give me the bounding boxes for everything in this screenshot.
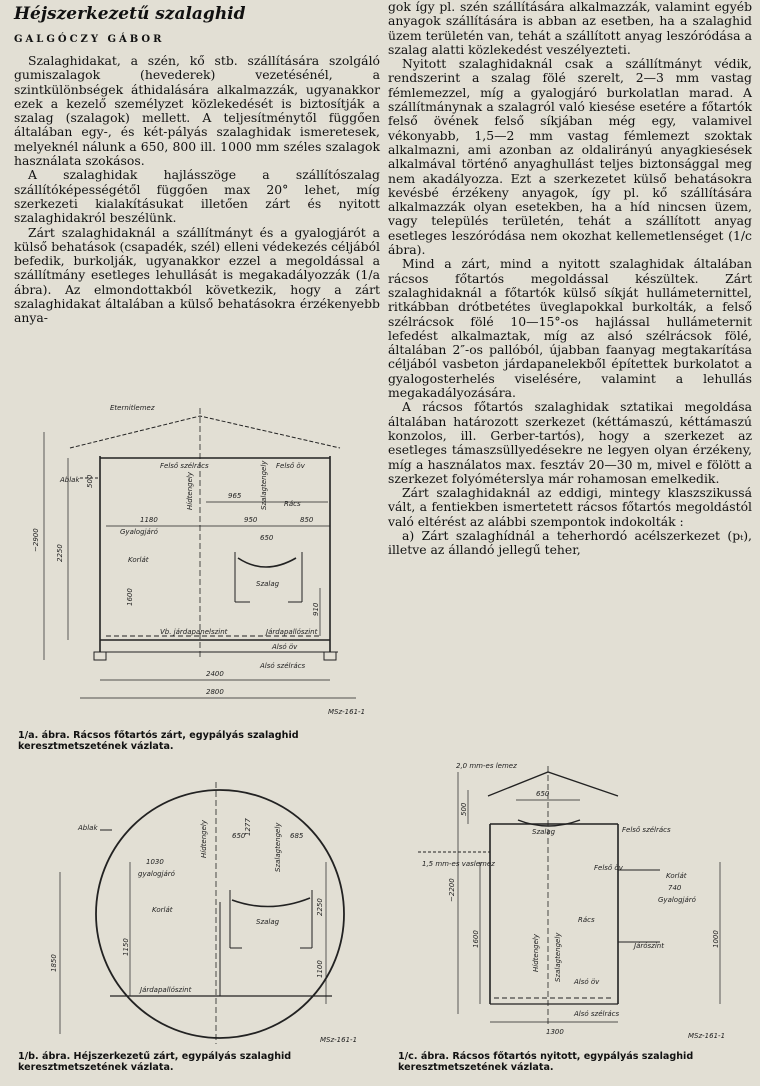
dimension: 910: [312, 602, 320, 616]
paragraph: Zárt szalaghidaknál az eddigi, mintegy klaszszikussá vált, a fentiekben ismertetett rácsos főtartós megoldástól való eltérést az alábbi szempontok indokolták :: [388, 485, 752, 529]
dimension: ~2200: [448, 878, 456, 902]
article-title: Héjszerkezetű szalaghid: [14, 4, 246, 24]
left-column: [14, 54, 380, 326]
label: Felső öv: [594, 864, 623, 872]
figure-1c-drawing: [398, 752, 754, 1046]
dimension: 500: [460, 802, 468, 816]
label: Ablak: [78, 824, 98, 832]
label: Felső öv: [276, 462, 305, 470]
stamp: MSz-161-1: [688, 1032, 726, 1040]
dimension: 740: [668, 884, 682, 892]
label: Rács: [578, 916, 595, 924]
label: Korlát: [128, 556, 149, 564]
stamp: MSz-161-1: [320, 1036, 358, 1044]
dimension: 2800: [206, 688, 224, 696]
label: Vb. járdapanelszint: [160, 628, 228, 636]
label: Hídtengely: [532, 934, 540, 972]
dimension: 1850: [50, 954, 58, 972]
article-author: GALGÓCZY GÁBOR: [14, 34, 165, 45]
label: 2,0 mm-es lemez: [456, 762, 517, 770]
label: Szalagtengely: [260, 460, 268, 510]
figure-1a-drawing: [10, 402, 380, 720]
label: Felső szélrács: [160, 462, 209, 470]
label: Eternitlemez: [110, 404, 155, 412]
label: Rács: [284, 500, 301, 508]
paragraph: A szalaghidak hajlásszöge a szállítószalag szállítóképességétől függően max 20° lehet, míg szerkezeti kialakításukat illetően zárt és nyitott szalaghidakról beszélünk.: [14, 167, 380, 226]
dimension: 1180: [140, 516, 158, 524]
dimension: 685: [290, 832, 304, 840]
paragraph: Szalaghidakat, a szén, kő stb. szállítására szolgáló gumiszalagok (hevederek) vezetésénél, a szintkülönbségek áthidalására alkalmazzák, ugyanakkor ezek a kezelő személyzet közlekedését is biztosítják a szalag (szalagok) mellett. A teljesítménytől függően általában egy-, és két-pályás szalaghidak ismeretesek, melyeknél nálunk a 650, 800 ill. 1000 mm széles szalagok használata szokásos.: [14, 53, 380, 169]
paragraph: Nyitott szalaghidaknál csak a szállítmányt védik, rendszerint a szalag fölé szerelt, 2—3 mm vastag fémlemezzel, míg a gyalogjáró burkolatlan marad. A szállítmánynak a szalagról való kiesése esetére a főtartók felső övének felső síkjában még egy, valamivel vékonyabb, 1,5—2 mm vastag fémlemezt szoktak alkalmazni, ami azonban az oldalirányú anyagkiesések alkalmával történő anyaghullást teljes biztonsággal meg nem akadályozza. Ezt a szerkezetet külső behatásokra kevésbé érzékeny anyagok, így pl. kő szállítására alkalmazzák olyan esetekben, ha a híd nincsen üzem, vagy település területén, tehát a szállított anyag esetleges leszóródása nem okozhat kellemetlenséget (1/c ábra).: [388, 56, 752, 258]
dimension: 1600: [126, 588, 134, 606]
paragraph: A rácsos főtartós szalaghidak sztatikai megoldása általában határozott szerkezet (kéttámaszú, kéttámaszú konzolos, ill. Gerber-tartós), hogy a szerkezet az esetleges támaszsüllyedésekre ne legyen olyan érzékeny, míg a használatos max. fesztáv 20—30 m, mivel e fölött a szerkezet folyóméterslya már rohamosan emelkedik.: [388, 399, 752, 486]
label: Alsó szélrács: [574, 1010, 620, 1018]
dimension: 2400: [206, 670, 224, 678]
label: Alsó öv: [272, 643, 298, 651]
dimension: 1600: [472, 930, 480, 948]
dimension: 1000: [712, 930, 720, 948]
label: Hídtengely: [200, 820, 208, 858]
label: Járdapallószint: [140, 986, 192, 994]
figure-1c-caption: 1/c. ábra. Rácsos főtartós nyitott, egypályás szalaghid keresztmetszetének vázlata.: [398, 1051, 694, 1073]
label: Szalag: [256, 580, 280, 588]
label: Szalagtengely: [554, 932, 562, 982]
dimension: 850: [300, 516, 314, 524]
stamp: MSz-161-1: [328, 708, 366, 716]
label: Szalag: [532, 828, 556, 836]
dimension: 2250: [56, 544, 64, 562]
dimension: 650: [232, 832, 246, 840]
figure-1b-caption: 1/b. ábra. Héjszerkezetű zárt, egypályás szalaghid keresztmetszetének vázlata.: [18, 1051, 292, 1073]
dimension: 2250: [316, 898, 324, 916]
dimension: 950: [244, 516, 258, 524]
label: Korlát: [666, 872, 687, 880]
paragraph: Zárt szalaghidaknál a szállítmányt és a gyalogjárót a külső behatások (csapadék, szél) elleni védekezés céljából befedik, burkolják, ugyanakkor ezzel a megoldással a szállítmány esetleges lehullását is megakadályozzák (1/a ábra). Az elmondottakból következik, hogy a zárt szalaghidakat általában a külső behatásokra érzékenyebb anya-: [14, 224, 380, 326]
label: Járószint: [634, 942, 664, 950]
paragraph: a) Zárt szalaghídnál a teherhordó acélszerkezet (pₜ), illetve az állandó jellegű teher,: [388, 527, 752, 558]
dimension: ~2900: [32, 528, 40, 552]
label: Szalagtengely: [274, 822, 282, 872]
dimension: 1277: [244, 818, 252, 836]
label: Alsó szélrács: [260, 662, 306, 670]
label: 1,5 mm-es vaslemez: [422, 860, 495, 868]
dimension: 500: [86, 474, 94, 488]
label: Felső szélrács: [622, 826, 671, 834]
figure-1b-drawing: [20, 772, 370, 1048]
dimension: 1100: [316, 960, 324, 978]
label: Szalag: [256, 918, 280, 926]
figure-1a-caption: 1/a. ábra. Rácsos főtartós zárt, egypályás szalaghid keresztmetszetének vázlata.: [18, 730, 299, 752]
dimension: 1300: [546, 1028, 564, 1036]
dimension: 650: [536, 790, 550, 798]
label: Gyalogjáró: [120, 528, 158, 536]
label: Alsó öv: [574, 978, 600, 986]
label: Gyalogjáró: [658, 896, 696, 904]
dimension: 1150: [122, 938, 130, 956]
label: gyalogjáró: [138, 870, 175, 878]
right-column: [388, 0, 752, 558]
label: Ablak: [60, 476, 80, 484]
dimension: 965: [228, 492, 242, 500]
paragraph: Mind a zárt, mind a nyitott szalaghidak általában rácsos főtartós megoldással készültek. Zárt szalaghidaknál a főtartók külső síkját hullámeternittel, ritkábban drótbetétes üveglapokkal burkolták, a felső szélrácsok fölé 10—15°-os hajlással hullámeternit lefedést alkalmaztak, míg az alsó szélrácsok fölé, általában 2″-os pallóból, újabban faanyag megtakarítása céljából vasbeton járdapanelekből építettek burkolatot a gyalogosterhelés viselésére, valamint a lehullás megakadályozására.: [388, 256, 752, 401]
label: Járdapallószint: [266, 628, 318, 636]
dimension: 650: [260, 534, 274, 542]
dimension: 1030: [146, 858, 164, 866]
label: Hídtengely: [186, 472, 194, 510]
paragraph: gok így pl. szén szállítására alkalmazzák, valamint egyéb anyagok szállítására is abban az esetben, ha a szalaghid üzem területén van, tehát a szállított anyag leszóródása a szalag alatti közlekedést veszélyezteti.: [388, 0, 752, 57]
label: Korlát: [152, 906, 173, 914]
